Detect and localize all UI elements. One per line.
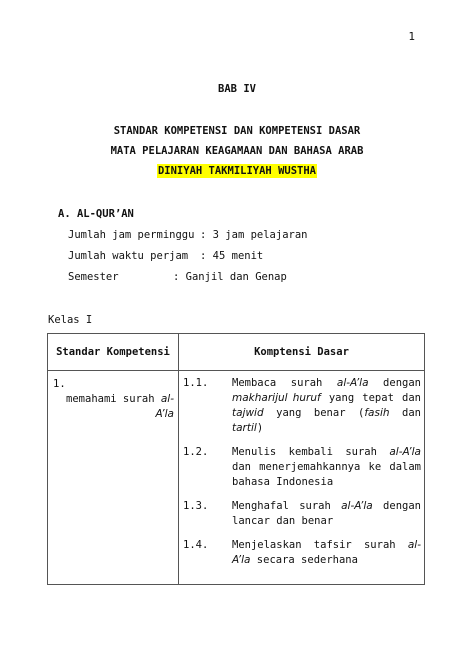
kd-item — [183, 376, 421, 436]
kd-item — [183, 445, 421, 490]
info-sep: : — [200, 250, 207, 262]
kd-cell — [179, 371, 425, 585]
section-heading: A. AL-QUR’AN — [58, 208, 134, 220]
chapter-title: BAB IV — [218, 83, 256, 95]
document-title-line2: MATA PELAJARAN KEAGAMAAN DAN BAHASA ARAB — [110, 145, 364, 157]
info-sep: : — [173, 271, 180, 283]
kd-item — [183, 499, 421, 529]
sk-text: memahami surah al-A’la — [66, 393, 174, 420]
document-title-line1: STANDAR KOMPETENSI DAN KOMPETENSI DASAR — [113, 125, 361, 137]
info-sep: : — [200, 229, 207, 241]
kd-item — [183, 538, 421, 568]
header-kompetensi-dasar: Komptensi Dasar — [179, 334, 425, 371]
kd-text: Menjelaskan tafsir surah al-A’la secara sederhana — [232, 539, 421, 566]
header-standar-kompetensi: Standar Kompetensi — [48, 334, 179, 371]
info-row — [68, 250, 188, 262]
kd-text: Membaca surah al-A’la dengan makharijul huruf yang tepat dan tajwid yang benar (fasih dan tartil) — [232, 377, 421, 434]
kd-number: 1.1. — [183, 377, 209, 389]
info-row-value — [200, 229, 307, 241]
info-value: Ganjil dan Genap — [185, 271, 287, 283]
kd-text: Menghafal surah al-A’la dengan lancar dan benar — [232, 500, 421, 527]
table-row — [48, 371, 425, 585]
info-row-value — [200, 250, 263, 262]
info-value: 3 jam pelajaran — [212, 229, 308, 241]
info-row — [68, 229, 194, 241]
kd-text: Menulis kembali surah al-A’la dan menerjemahkannya ke dalam bahasa Indonesia — [232, 446, 421, 488]
info-row — [68, 271, 119, 283]
competency-table — [47, 333, 425, 585]
info-row-value — [173, 271, 287, 283]
kd-number: 1.3. — [183, 500, 209, 512]
kd-number: 1.4. — [183, 539, 209, 551]
info-value: 45 menit — [212, 250, 264, 262]
info-label: Jumlah waktu perjam — [68, 250, 189, 262]
class-label: Kelas I — [48, 314, 93, 326]
info-label: Jumlah jam perminggu — [68, 229, 195, 241]
document-title-line3: DINIYAH TAKMILIYAH WUSTHA — [157, 165, 317, 177]
sk-number: 1. — [53, 378, 66, 390]
table-header-row — [48, 334, 425, 371]
sk-cell — [48, 371, 179, 585]
info-label: Semester — [68, 271, 119, 283]
kd-number: 1.2. — [183, 446, 209, 458]
page-number: 1 — [408, 30, 415, 43]
